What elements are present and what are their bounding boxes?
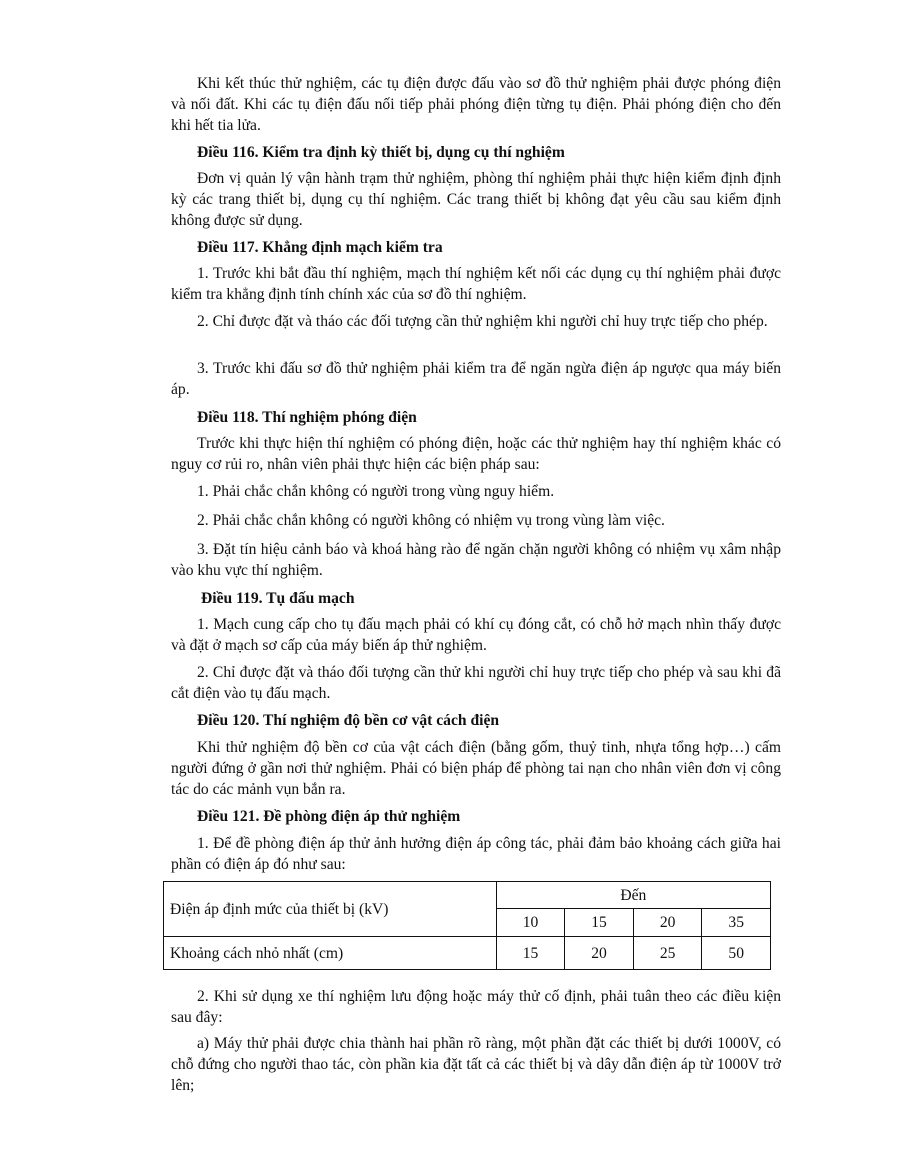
- intro-paragraph: Khi kết thúc thử nghiệm, các tụ điện được đấu vào sơ đồ thử nghiệm phải được phóng điện và nối đất. Khi các tụ điện đấu nối tiếp phải phóng điện từng tụ điện. Phải phóng điện cho đến khi hết tia lửa.: [171, 75, 781, 134]
- article-117-item-3: 3. Trước khi đấu sơ đồ thử nghiệm phải kiểm tra để ngăn ngừa điện áp ngược qua máy biến áp.: [171, 360, 781, 398]
- table-voltage-cell: 35: [702, 909, 771, 937]
- article-117-item-2: 2. Chỉ được đặt và tháo các đối tượng cần thử nghiệm khi người chỉ huy trực tiếp cho phép.: [197, 313, 768, 330]
- table-voltage-cell: 10: [496, 909, 565, 937]
- article-119-item-1: 1. Mạch cung cấp cho tụ đấu mạch phải có khí cụ đóng cắt, có chỗ hở mạch nhìn thấy được và đặt ở mạch sơ cấp của máy biến áp thử nghiệm.: [171, 616, 781, 654]
- article-121-title: Điều 121. Đề phòng điện áp thử nghiệm: [197, 808, 461, 825]
- article-118-item-1: 1. Phải chắc chắn không có người trong vùng nguy hiểm.: [197, 483, 555, 500]
- article-118-item-3: 3. Đặt tín hiệu cảnh báo và khoá hàng rào để ngăn chặn người không có nhiệm vụ xâm nhập vào khu vực thí nghiệm.: [171, 541, 781, 579]
- article-118-title: Điều 118. Thí nghiệm phóng điện: [197, 409, 417, 426]
- article-120-paragraph: Khi thử nghiệm độ bền cơ của vật cách điện (bằng gốm, thuỷ tinh, nhựa tổng hợp…) cấm người đứng ở gần nơi thử nghiệm. Phải có biện pháp để phòng tai nạn cho nhân viên đơn vị công tác do các mảnh vụn bắn ra.: [171, 739, 781, 798]
- article-117-item-1: 1. Trước khi bắt đầu thí nghiệm, mạch thí nghiệm kết nối các dụng cụ thí nghiệm phải được kiểm tra khẳng định tính chính xác của sơ đồ thí nghiệm.: [171, 265, 781, 303]
- article-116-title: Điều 116. Kiểm tra định kỳ thiết bị, dụng cụ thí nghiệm: [197, 144, 565, 161]
- table-voltage-label: Điện áp định mức của thiết bị (kV): [164, 882, 497, 937]
- table-distance-cell: 25: [633, 937, 702, 970]
- table-voltage-cell: 15: [565, 909, 634, 937]
- article-119-title: Điều 119. Tụ đấu mạch: [201, 590, 355, 607]
- table-distance-cell: 20: [565, 937, 634, 970]
- table-voltage-cell: 20: [633, 909, 702, 937]
- article-121-item-2: 2. Khi sử dụng xe thí nghiệm lưu động hoặc máy thử cố định, phải tuân theo các điều kiện sau đây:: [171, 988, 781, 1026]
- article-118-item-2: 2. Phải chắc chắn không có người không có nhiệm vụ trong vùng làm việc.: [197, 512, 665, 529]
- article-121-item-2a: a) Máy thử phải được chia thành hai phần rõ ràng, một phần đặt các thiết bị dưới 1000V, có chỗ đứng cho người thao tác, còn phần kia đặt tất cả các thiết bị và dây dẫn điện áp từ 1000V trở lên;: [171, 1035, 781, 1094]
- table-distance-label: Khoảng cách nhỏ nhất (cm): [164, 937, 497, 970]
- clearance-table: [163, 881, 771, 970]
- table-distance-cell: 15: [496, 937, 565, 970]
- table-distance-cell: 50: [702, 937, 771, 970]
- table-header-den: Đến: [496, 882, 770, 909]
- article-117-title: Điều 117. Khẳng định mạch kiểm tra: [197, 239, 443, 256]
- article-116-paragraph: Đơn vị quản lý vận hành trạm thử nghiệm, phòng thí nghiệm phải thực hiện kiểm định định kỳ các trang thiết bị, dụng cụ thí nghiệm. Các trang thiết bị không đạt yêu cầu sau kiểm định không được sử dụng.: [171, 170, 781, 229]
- article-120-title: Điều 120. Thí nghiệm độ bền cơ vật cách điện: [197, 712, 500, 729]
- article-119-item-2: 2. Chỉ được đặt và tháo đối tượng cần thử khi người chỉ huy trực tiếp cho phép và sau khi đã cắt điện vào tụ đấu mạch.: [171, 664, 781, 702]
- article-121-item-1: 1. Để đề phòng điện áp thử ảnh hưởng điện áp công tác, phải đảm bảo khoảng cách giữa hai phần có điện áp đó như sau:: [171, 835, 781, 873]
- article-118-paragraph: Trước khi thực hiện thí nghiệm có phóng điện, hoặc các thử nghiệm hay thí nghiệm khác có nguy cơ rủi ro, nhân viên phải thực hiện các biện pháp sau:: [171, 435, 781, 473]
